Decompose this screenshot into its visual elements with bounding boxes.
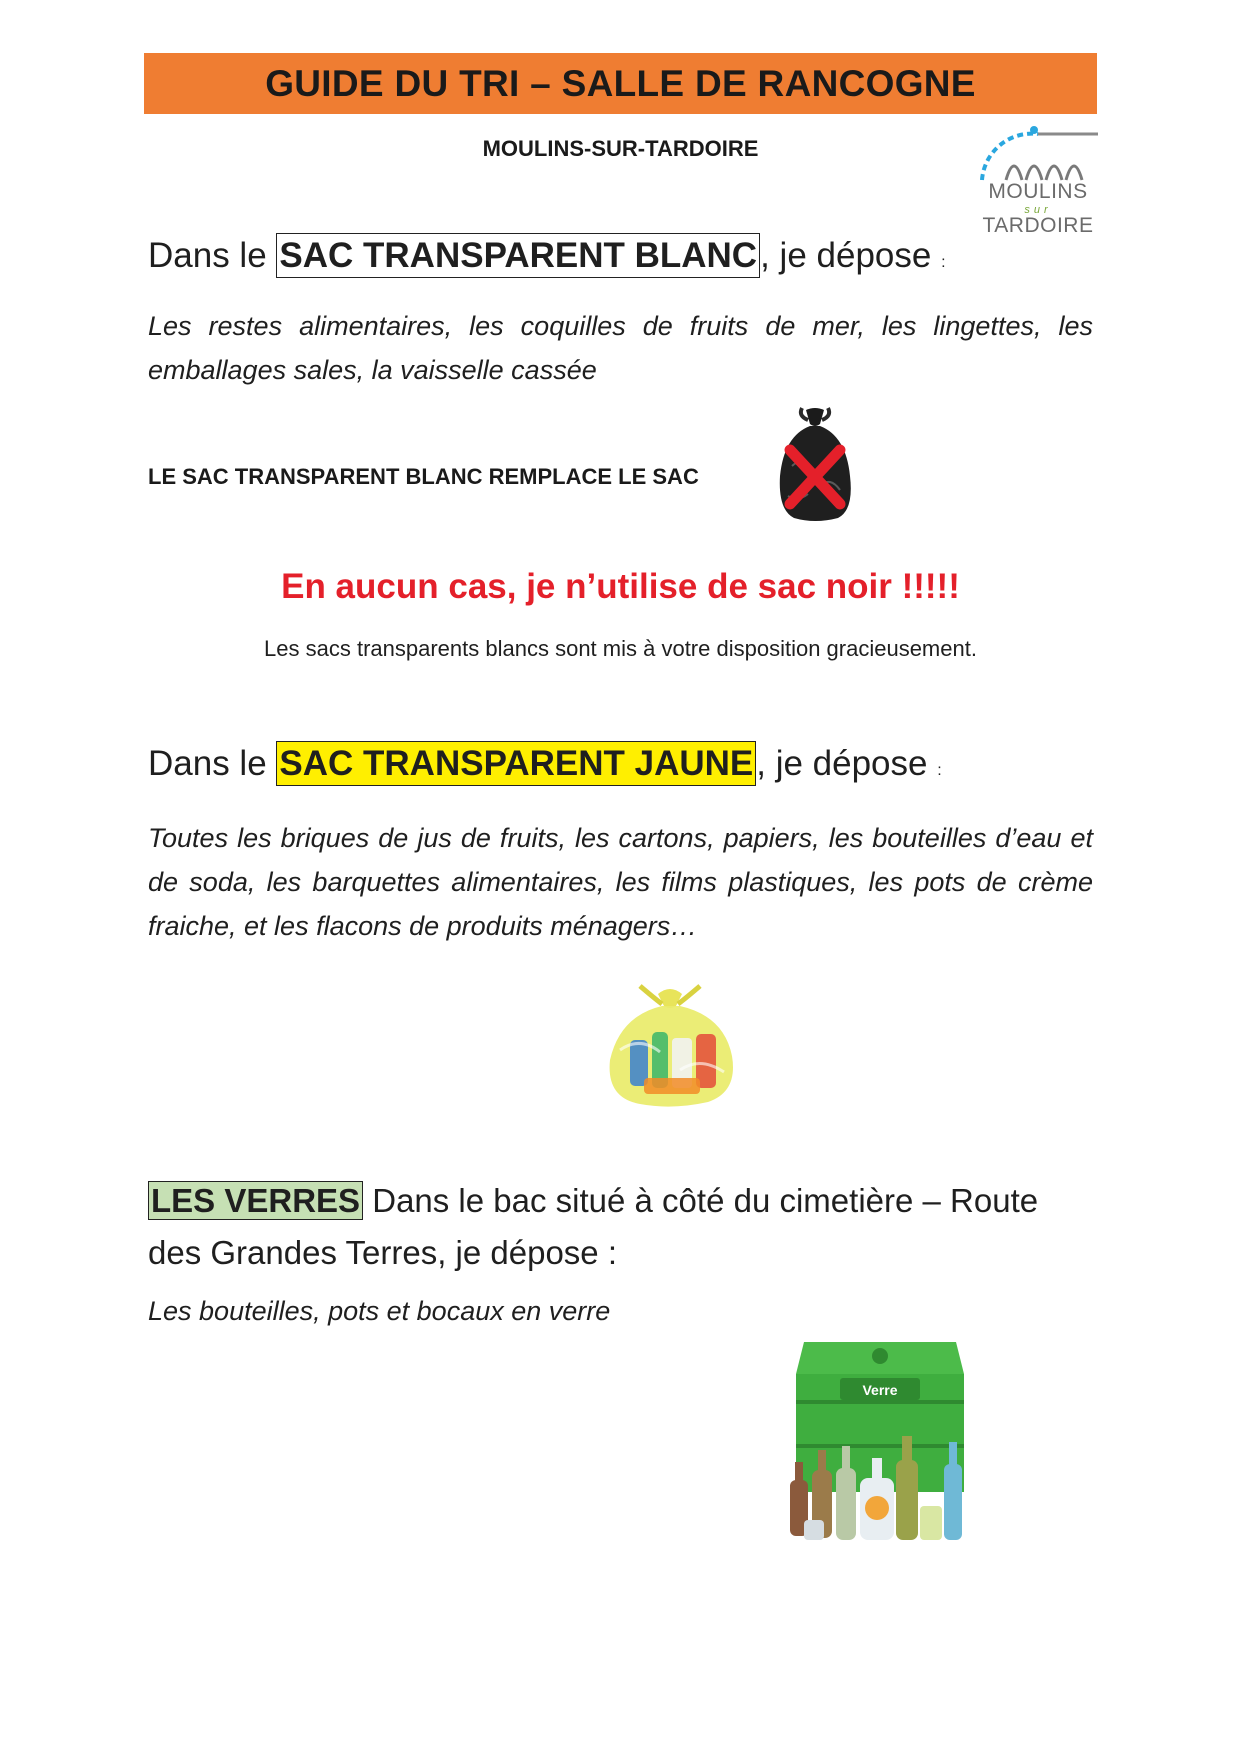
heading-prefix: Dans le bbox=[148, 744, 277, 783]
bin-label: Verre bbox=[862, 1382, 898, 1398]
black-trash-bag-crossed-icon bbox=[772, 406, 858, 522]
yellow-bag-heading bbox=[148, 744, 942, 784]
heading-prefix: Dans le bbox=[148, 236, 277, 275]
yellow-bag-label: SAC TRANSPARENT JAUNE bbox=[276, 741, 756, 786]
glass-description: Les bouteilles, pots et bocaux en verre bbox=[148, 1296, 611, 1326]
yellow-recycling-bag-icon bbox=[600, 980, 744, 1110]
bridge-arch-icon bbox=[976, 122, 1100, 182]
glass-heading-text: Dans le bac situé à côté du cimetière – Route des Grandes Terres, je dépose : bbox=[148, 1182, 1039, 1271]
yellow-bag-description: Toutes les briques de jus de fruits, les cartons, papiers, les bouteilles d’eau et de soda, les barquettes alimentaires, les films plastiques, les pots de crème fraiche, et les flacons de produits ménagers… bbox=[148, 823, 1093, 941]
logo-text-sur: sur bbox=[1024, 204, 1052, 216]
logo-text-moulins: MOULINS bbox=[988, 180, 1088, 203]
header-banner bbox=[144, 53, 1097, 114]
heading-colon: : bbox=[937, 762, 942, 779]
white-bag-heading bbox=[148, 236, 946, 276]
glass-label: LES VERRES bbox=[148, 1181, 363, 1220]
page-title: GUIDE DU TRI – SALLE DE RANCOGNE bbox=[265, 62, 976, 104]
heading-suffix: , je dépose bbox=[756, 744, 938, 783]
white-bag-label: SAC TRANSPARENT BLANC bbox=[276, 233, 760, 278]
glass-heading bbox=[148, 1175, 1068, 1279]
black-bag-warning: En aucun cas, je n’utilise de sac noir !!!!! bbox=[281, 567, 960, 606]
page-subtitle: MOULINS-SUR-TARDOIRE bbox=[482, 136, 759, 161]
municipality-logo bbox=[976, 122, 1100, 240]
white-bag-description: Les restes alimentaires, les coquilles de fruits de mer, les lingettes, les emballages sales, la vaisselle cassée bbox=[148, 311, 1093, 385]
replace-note: LE SAC TRANSPARENT BLANC REMPLACE LE SAC bbox=[148, 464, 699, 489]
heading-suffix: , je dépose bbox=[760, 236, 942, 275]
free-bags-note: Les sacs transparents blancs sont mis à votre disposition gracieusement. bbox=[264, 636, 977, 661]
heading-colon: : bbox=[941, 254, 946, 271]
glass-recycling-bin-icon bbox=[786, 1334, 976, 1550]
logo-text-tardoire: TARDOIRE bbox=[982, 214, 1094, 237]
